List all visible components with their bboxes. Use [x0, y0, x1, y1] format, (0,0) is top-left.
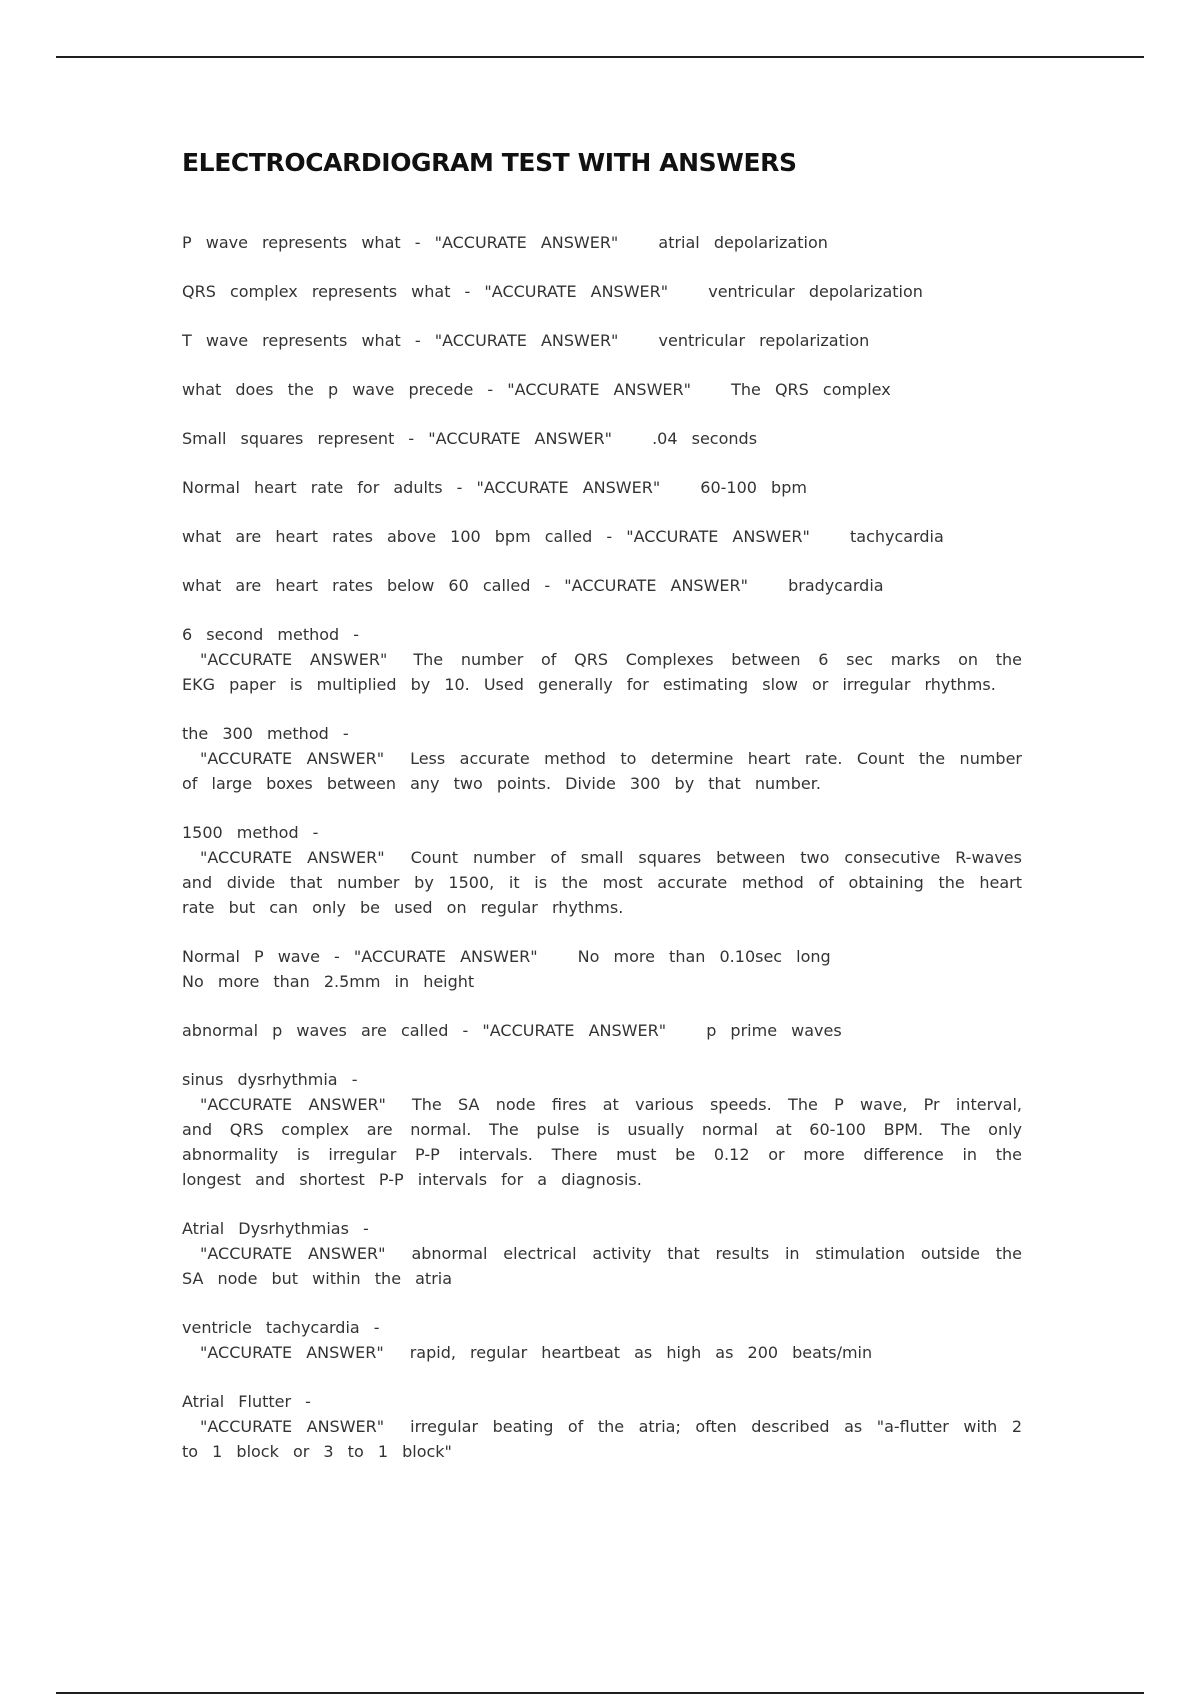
qa-item-12 — [182, 944, 1022, 994]
answer-text: No more than 0.10sec long — [577, 947, 831, 966]
answer-text: The QRS complex — [731, 380, 891, 399]
answer-label: "ACCURATE ANSWER" — [200, 749, 385, 768]
answer-text: rapid, regular heartbeat as high as 200 beats/min — [409, 1343, 873, 1362]
answer-label: "ACCURATE ANSWER" — [200, 1095, 386, 1114]
question-text: sinus dysrhythmia - — [182, 1070, 358, 1089]
question-text: what are heart rates below 60 called - — [182, 576, 551, 595]
answer-text: The number of QRS Complexes between 6 sec marks on the EKG paper is multiplied by 10. Used generally for estimating slow or irregular rhythms. — [182, 650, 1022, 694]
answer-label: "ACCURATE ANSWER" — [484, 282, 669, 301]
answer-label: "ACCURATE ANSWER" — [200, 1417, 385, 1436]
answer-text: p prime waves — [706, 1021, 842, 1040]
answer-text: 60-100 bpm — [700, 478, 807, 497]
question-text: ventricle tachycardia - — [182, 1318, 380, 1337]
question-text: 6 second method - — [182, 625, 360, 644]
answer-label: "ACCURATE ANSWER" — [200, 848, 385, 867]
answer-line — [182, 1241, 1022, 1291]
qa-item-8 — [182, 573, 1022, 598]
answer-label: "ACCURATE ANSWER" — [434, 233, 619, 252]
answer-line — [182, 647, 1022, 697]
qa-item-14 — [182, 1067, 1022, 1192]
question-text: Small squares represent - — [182, 429, 415, 448]
answer-label: "ACCURATE ANSWER" — [200, 1244, 386, 1263]
qa-list — [182, 230, 1022, 1488]
qa-item-1 — [182, 230, 1022, 255]
qa-item-3 — [182, 328, 1022, 353]
qa-item-7 — [182, 524, 1022, 549]
answer-label: "ACCURATE ANSWER" — [200, 1343, 384, 1362]
question-text: QRS complex represents what - — [182, 282, 471, 301]
qa-item-15 — [182, 1216, 1022, 1291]
answer-label: "ACCURATE ANSWER" — [353, 947, 538, 966]
qa-item-13 — [182, 1018, 1022, 1043]
answer-line — [182, 1092, 1022, 1192]
answer-text: ventricular repolarization — [658, 331, 870, 350]
answer-text: irregular beating of the atria; often described as "a-flutter with 2 to 1 block or 3 to 1 block" — [182, 1417, 1022, 1461]
answer-text: abnormal electrical activity that results in stimulation outside the SA node but within the atria — [182, 1244, 1023, 1288]
question-text: Atrial Flutter - — [182, 1392, 311, 1411]
answer-label: "ACCURATE ANSWER" — [200, 650, 388, 669]
question-text: 1500 method - — [182, 823, 319, 842]
question-text: P wave represents what - — [182, 233, 421, 252]
qa-item-5 — [182, 426, 1022, 451]
answer-text: atrial depolarization — [658, 233, 828, 252]
qa-item-17 — [182, 1389, 1022, 1464]
question-text: Normal heart rate for adults - — [182, 478, 463, 497]
answer-line — [182, 845, 1022, 920]
answer-text: ventricular depolarization — [708, 282, 923, 301]
answer-text: .04 seconds — [652, 429, 758, 448]
question-text: what are heart rates above 100 bpm called - — [182, 527, 613, 546]
answer-text: Count number of small squares between two consecutive R-waves and divide that number by 1500, it is the most accurate method of obtaining the heart rate but can only be used on regular rhythms. — [182, 848, 1022, 917]
answer-label: "ACCURATE ANSWER" — [428, 429, 612, 448]
question-text: abnormal p waves are called - — [182, 1021, 469, 1040]
qa-item-6 — [182, 475, 1022, 500]
question-text: T wave represents what - — [182, 331, 421, 350]
answer-line — [182, 1340, 1022, 1365]
top-rule — [56, 56, 1144, 58]
answer-label: "ACCURATE ANSWER" — [434, 331, 619, 350]
qa-item-4 — [182, 377, 1022, 402]
qa-item-11 — [182, 820, 1022, 920]
qa-item-9 — [182, 622, 1022, 697]
question-text: the 300 method - — [182, 724, 349, 743]
answer-label: "ACCURATE ANSWER" — [476, 478, 661, 497]
qa-item-2 — [182, 279, 1022, 304]
answer-text: The SA node fires at various speeds. The P wave, Pr interval, and QRS complex are normal. The pulse is usually normal at 60-100 BPM. The only abnormality is irregular P-P intervals. There must be 0.12 or more difference in the longest and shortest P-P intervals for a diagnosis. — [182, 1095, 1022, 1189]
qa-item-16 — [182, 1315, 1022, 1365]
question-text: Atrial Dysrhythmias - — [182, 1219, 369, 1238]
answer-text-continued: No more than 2.5mm in height — [182, 972, 475, 991]
answer-text: tachycardia — [850, 527, 944, 546]
bottom-rule — [56, 1692, 1144, 1694]
qa-item-10 — [182, 721, 1022, 796]
question-text: what does the p wave precede - — [182, 380, 494, 399]
answer-label: "ACCURATE ANSWER" — [626, 527, 810, 546]
answer-label: "ACCURATE ANSWER" — [564, 576, 748, 595]
answer-text: bradycardia — [788, 576, 884, 595]
question-text: Normal P wave - — [182, 947, 340, 966]
answer-label: "ACCURATE ANSWER" — [507, 380, 691, 399]
answer-text: Less accurate method to determine heart rate. Count the number of large boxes between any two points. Divide 300 by that number. — [182, 749, 1022, 793]
answer-line — [182, 1414, 1022, 1464]
answer-label: "ACCURATE ANSWER" — [482, 1021, 667, 1040]
page-title: ELECTROCARDIOGRAM TEST WITH ANSWERS — [182, 148, 797, 177]
answer-line — [182, 746, 1022, 796]
